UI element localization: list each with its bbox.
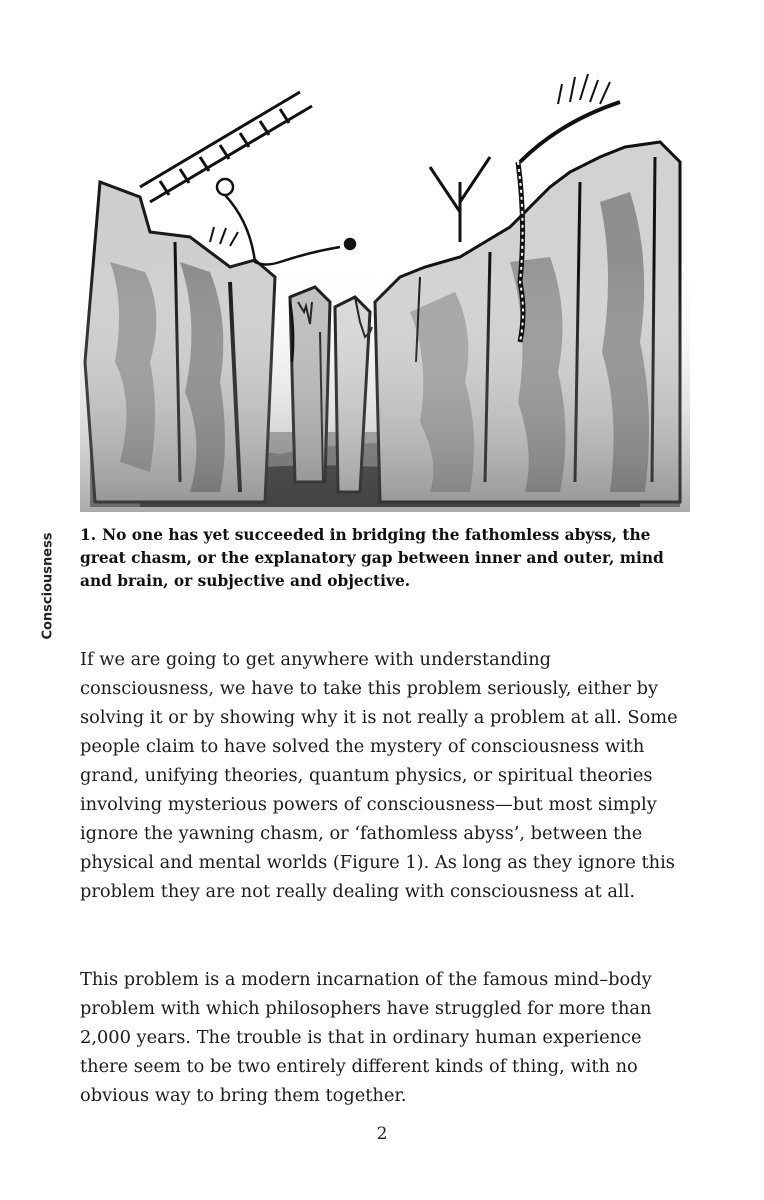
figure-caption bbox=[80, 524, 690, 593]
dead-tree bbox=[430, 157, 490, 242]
figure-caption-text: No one has yet succeeded in bridging the fathomless abyss, the great chasm, or the explanatory gap between inner and outer, mind and brain, or subjective and objective. bbox=[80, 526, 664, 590]
chasm-illustration bbox=[80, 62, 690, 512]
page-number: 2 bbox=[376, 1124, 388, 1144]
running-header bbox=[36, 532, 60, 640]
figure-illustration bbox=[80, 62, 690, 512]
body-paragraph-1: If we are going to get anywhere with understanding consciousness, we have to take this problem seriously, either by solving it or by showing why it is not really a problem at all. Some people claim to have solved the mystery of consciousness with grand, unifying theories, quantum physics, or spiritual theories involving mysterious powers of consciousness—but most simply ignore the yawning chasm, or ‘fathomless abyss’, between the physical and mental worlds (Figure 1). As long as they ignore this problem they are not really dealing with consciousness at all. bbox=[80, 649, 678, 902]
body-paragraph-2: This problem is a modern incarnation of the famous mind–body problem with which philosophers have struggled for more than 2,000 years. The trouble is that in ordinary human experience there seem to be two entirely different kinds of thing, with no obvious way to bring them together. bbox=[80, 969, 652, 1106]
figure-number: 1. bbox=[80, 526, 97, 544]
running-header-text: Consciousness bbox=[40, 532, 56, 640]
ladder bbox=[140, 92, 312, 202]
